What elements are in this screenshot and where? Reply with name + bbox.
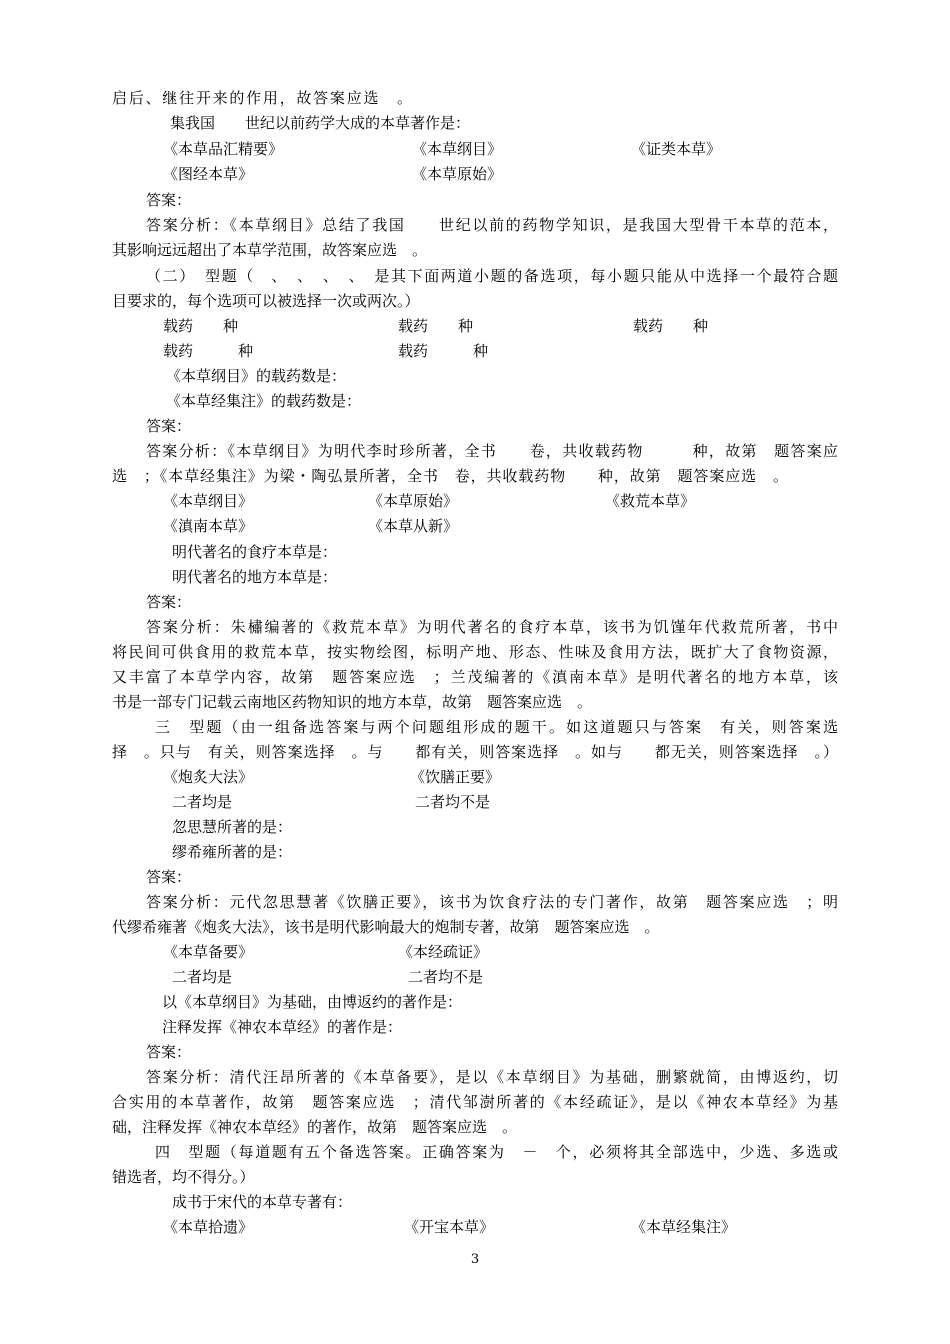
option: 《本草经集注》 (631, 1218, 737, 1236)
option: 载药 种 (398, 317, 474, 335)
text-line: 答案分析：《本草纲目》为明代李时珍所著，全书 卷，共收载药物 种，故第 题答案应 (146, 442, 838, 460)
option: 《本草拾遗》 (163, 1218, 254, 1236)
option: 《本草从新》 (368, 517, 459, 535)
text-line: 础，注释发挥《神农本草经》的著作，故第 题答案应选 。 (112, 1118, 518, 1136)
answer-label: 答案： (146, 417, 192, 435)
option: 《饮膳正要》 (410, 768, 501, 786)
option: 载药 种 (633, 317, 709, 335)
text-line: 答案分析：元代忽思慧著《饮膳正要》，该书为饮食疗法的专门著作，故第 题答案应选 ；明 (146, 893, 838, 911)
question-stem: 集我国 世纪以前药学大成的本草著作是： (170, 114, 471, 132)
text-line: 代缪希雍著《炮炙大法》，该书是明代影响最大的炮制专著，故第 题答案应选 。 (112, 918, 660, 936)
option: 《滇南本草》 (163, 517, 254, 535)
text-line: 合实用的本草著作，故第 题答案应选 ；清代邹澍所著的《本经疏证》，是以《神农本草经》为基 (112, 1093, 838, 1111)
option: 《本草品汇精要》 (163, 140, 284, 158)
text-line: 将民间可供食用的救荒本草，按实物绘图，标明产地、形态、性味及食用方法，既扩大了食物资源， (112, 643, 838, 661)
answer-label: 答案： (146, 1043, 192, 1061)
text-line: 选 ；《本草经集注》为梁・陶弘景所著，全书 卷，共收载药物 种，故第 题答案应选 。 (112, 467, 788, 485)
question-stem: 成书于宋代的本草专著有： (172, 1193, 353, 1211)
option: 《开宝本草》 (404, 1218, 495, 1236)
answer-label: 答案： (146, 868, 192, 886)
question-stem: 注释发挥《神农本草经》的著作是： (162, 1018, 403, 1036)
text-line: 答案分析：清代汪昂所著的《本草备要》，是以《本草纲目》为基础，删繁就简，由博返约，切 (146, 1068, 838, 1086)
section-heading: 三 型题（由一组备选答案与两个问题组形成的题干。如这道题只与答案 有关，则答案选 (155, 718, 838, 736)
option: 载药 种 (398, 342, 489, 360)
option: 《本草原始》 (412, 165, 503, 183)
text-line: 错选者，均不得分。） (112, 1168, 255, 1186)
option: 《图经本草》 (163, 165, 254, 183)
option: 《本经疏证》 (398, 943, 489, 961)
text-line: 又丰富了本草学内容，故第 题答案应选 ；兰茂编著的《滇南本草》是明代著名的地方本草，该 (112, 668, 838, 686)
option: 《炮炙大法》 (163, 768, 254, 786)
option: 《本草备要》 (163, 943, 254, 961)
question-stem: 以《本草纲目》为基础，由博返约的著作是： (162, 993, 463, 1011)
question-stem: 明代著名的食疗本草是： (172, 543, 338, 561)
text-line: 书是一部专门记载云南地区药物知识的地方本草，故第 题答案应选 。 (112, 693, 593, 711)
text-line: 启后、继往开来的作用，故答案应选 。 (112, 89, 412, 107)
text-line: 答案分析：朱橚编著的《救荒本草》为明代著名的食疗本草，该书为饥馑年代救荒所著，书中 (146, 618, 838, 636)
answer-label: 答案： (146, 593, 192, 611)
section-heading: （二） 型题（ 、 、 、 、 是其下面两道小题的备选项，每小题只能从中选择一个最符合题 (146, 267, 838, 285)
option: 二者均不是 (415, 793, 491, 811)
question-stem: 缪希雍所著的是： (172, 843, 293, 861)
option: 《本草纲目》 (163, 492, 254, 510)
option: 《证类本草》 (631, 140, 722, 158)
question-stem: 忽思慧所著的是： (172, 818, 293, 836)
question-stem: 明代著名的地方本草是： (172, 568, 338, 586)
option: 二者均是 (172, 968, 233, 986)
option: 《救荒本草》 (605, 492, 696, 510)
text-line: 择 。只与 有关，则答案选择 。与 都有关，则答案选择 。如与 都无关，则答案选择 。） (112, 743, 838, 761)
question-stem: 《本草纲目》的载药数是： (166, 367, 347, 385)
option: 载药 种 (163, 317, 239, 335)
text-line: 答案分析：《本草纲目》总结了我国 世纪以前的药物学知识，是我国大型骨干本草的范本， (146, 216, 838, 234)
text-line: 其影响远远超出了本草学范围，故答案应选 。 (112, 241, 428, 259)
answer-label: 答案： (146, 191, 192, 209)
option: 载药 种 (163, 342, 254, 360)
page-number: 3 (470, 1252, 480, 1267)
option: 《本草纲目》 (412, 140, 503, 158)
option: 《本草原始》 (368, 492, 459, 510)
question-stem: 《本草经集注》的载药数是： (166, 392, 362, 410)
text-line: 目要求的，每个选项可以被选择一次或两次。） (112, 292, 420, 310)
option: 二者均不是 (408, 968, 484, 986)
section-heading: 四 型题（每道题有五个备选答案。正确答案为 － 个，必须将其全部选中，少选、多选或 (155, 1143, 838, 1161)
option: 二者均是 (172, 793, 233, 811)
